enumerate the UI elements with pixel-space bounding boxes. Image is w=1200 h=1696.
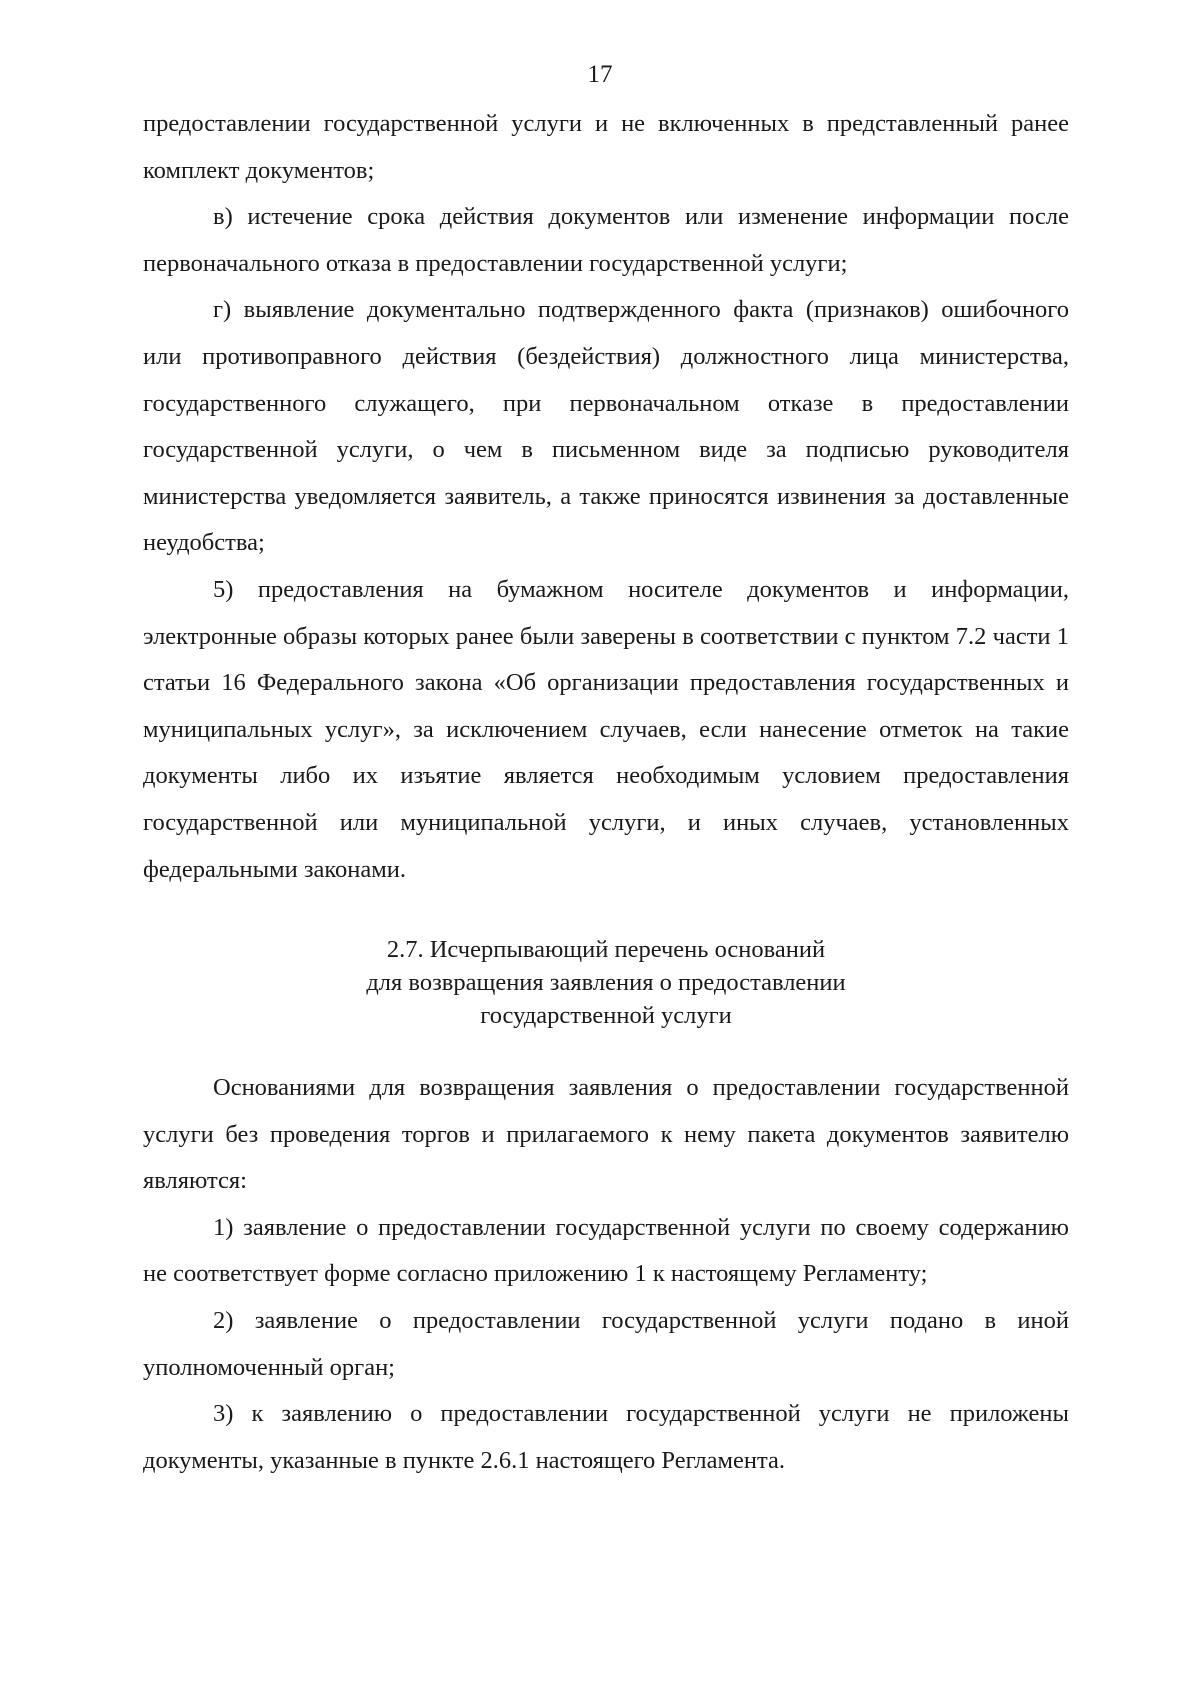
- page-number: 17: [587, 61, 613, 88]
- paragraph-ground-3: 3) к заявлению о предоставлении государственной услуги не приложены документы, указанные в пункте 2.6.1 настоящего Регламента.: [143, 1400, 1069, 1474]
- section-heading: [143, 933, 1069, 1032]
- paragraph-item-5: 5) предоставления на бумажном носителе документов и информации, электронные образы которых ранее были заверены в соответствии с пунктом 7.2 части 1 статьи 16 Федерального закона «Об организации предоставления государственных и муниципальных услуг», за исключением случаев, если нанесение отметок на такие документы либо их изъятие является необходимым условием предоставления государственной или муниципальной услуги, и иных случаев, установленных федеральными законами.: [143, 575, 1069, 883]
- section-heading-line: 2.7. Исчерпывающий перечень оснований: [386, 936, 826, 964]
- document-body: [143, 101, 1069, 1484]
- paragraph-item-v: в) истечение срока действия документов или изменение информации после первоначального отказа в предоставлении государственной услуги;: [143, 203, 1069, 277]
- paragraph-item-g: г) выявление документально подтвержденного факта (признаков) ошибочного или противоправного действия (бездействия) должностного лица министерства, государственного служащего, при первоначальном отказе в предоставлении государственной услуги, о чем в письменном виде за подписью руководителя министерства уведомляется заявитель, а также приносятся извинения за доставленные неудобства;: [143, 296, 1069, 557]
- paragraph-continuation: предоставлении государственной услуги и не включенных в представленный ранее комплект документов;: [143, 110, 1069, 184]
- paragraph-intro: Основаниями для возвращения заявления о предоставлении государственной услуги без проведения торгов и прилагаемого к нему пакета документов заявителю являются:: [143, 1074, 1069, 1195]
- section-heading-line: для возвращения заявления о предоставлении: [366, 969, 846, 997]
- paragraph-ground-2: 2) заявление о предоставлении государственной услуги подано в иной уполномоченный орган;: [143, 1307, 1069, 1381]
- paragraph-ground-1: 1) заявление о предоставлении государственной услуги по своему содержанию не соответствует форме согласно приложению 1 к настоящему Регламенту;: [143, 1213, 1069, 1288]
- section-heading-line: государственной услуги: [480, 1002, 732, 1030]
